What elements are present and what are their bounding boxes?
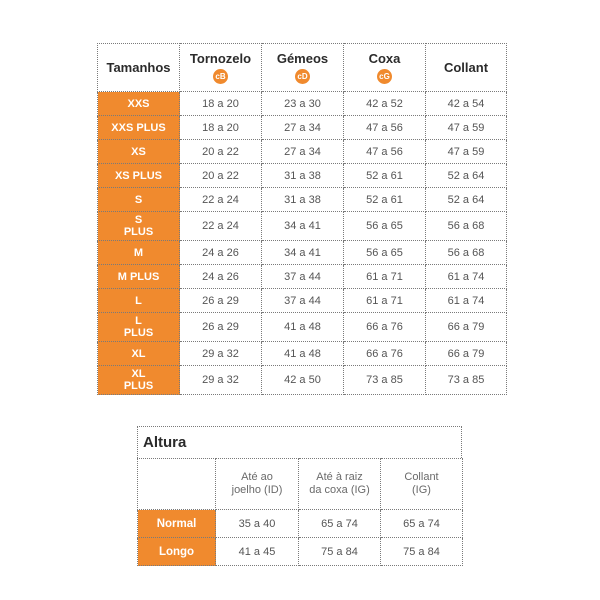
height-collant-cell: 65 a 74 [381,510,463,538]
size-label-text: XL [131,347,146,360]
height-header-empty [138,459,216,510]
calf-cell: 41 a 48 [262,342,344,366]
thigh-cell: 56 a 65 [344,212,426,241]
header-thigh-root-line1: Até à raiz [316,471,363,483]
size-chart-table [97,43,507,395]
size-label-text: XXS [127,97,150,110]
size-row [98,241,507,265]
size-row [98,265,507,289]
collant-cell: 56 a 68 [426,212,507,241]
thigh-cell: 52 a 61 [344,164,426,188]
height-row [138,510,463,538]
header-calf [262,44,344,92]
header-height-collant [381,459,463,510]
size-row [98,342,507,366]
ankle-cell: 29 a 32 [180,366,262,395]
thigh-cell: 73 a 85 [344,366,426,395]
collant-cell: 47 a 59 [426,140,507,164]
size-label-text: XL [131,368,146,380]
height-title: Altura [137,426,462,458]
size-label [98,313,180,342]
size-chart-header-row [98,44,507,92]
header-knee-line2: joelho (ID) [231,484,283,496]
header-thigh-root-line2: da coxa (IG) [309,484,370,496]
size-label [98,241,180,265]
size-label-text: XS [131,145,146,158]
thigh-cell: 66 a 76 [344,313,426,342]
collant-cell: 56 a 68 [426,241,507,265]
calf-cell: 34 a 41 [262,241,344,265]
size-row [98,92,507,116]
thigh-cell: 47 a 56 [344,116,426,140]
header-height-collant-line2: (IG) [412,484,431,496]
calf-cell: 34 a 41 [262,212,344,241]
size-row [98,164,507,188]
ankle-cell: 24 a 26 [180,241,262,265]
size-label-suffix: PLUS [123,226,154,238]
height-chart-table [137,458,463,566]
ankle-cell: 22 a 24 [180,188,262,212]
size-label [98,164,180,188]
calf-cell: 31 a 38 [262,188,344,212]
thigh-cell: 61 a 71 [344,265,426,289]
header-ankle [180,44,262,92]
size-label [98,366,180,395]
size-label [98,92,180,116]
height-knee-cell: 35 a 40 [216,510,299,538]
thigh-cell: 52 a 61 [344,188,426,212]
height-knee-cell: 41 a 45 [216,538,299,566]
calf-cell: 27 a 34 [262,140,344,164]
calf-cell: 41 a 48 [262,313,344,342]
size-label-suffix: PLUS [123,327,154,339]
header-height-collant-line1: Collant [404,471,439,483]
height-chart [137,426,462,566]
thigh-cell: 56 a 65 [344,241,426,265]
ankle-cell: 18 a 20 [180,116,262,140]
size-label-text: S [134,193,143,206]
size-label-text: XS PLUS [114,169,163,182]
size-row [98,140,507,164]
header-calf-label: Gémeos [276,50,329,66]
size-row [98,289,507,313]
calf-cell: 37 a 44 [262,289,344,313]
size-label [98,265,180,289]
header-thigh [344,44,426,92]
size-label [98,140,180,164]
collant-cell: 42 a 54 [426,92,507,116]
height-thigh-cell: 75 a 84 [299,538,381,566]
ankle-cell: 26 a 29 [180,313,262,342]
calf-cell: 42 a 50 [262,366,344,395]
header-ankle-label: Tornozelo [189,50,252,66]
height-header-row [138,459,463,510]
size-row [98,366,507,395]
height-thigh-cell: 65 a 74 [299,510,381,538]
size-row [98,313,507,342]
header-knee [216,459,299,510]
calf-cell: 27 a 34 [262,116,344,140]
header-sizes: Tamanhos [98,44,180,92]
size-label-text: L [135,294,142,307]
header-knee-line1: Até ao [241,471,273,483]
thigh-badge: cG [377,69,392,84]
thigh-cell: 47 a 56 [344,140,426,164]
height-collant-cell: 75 a 84 [381,538,463,566]
size-label [98,188,180,212]
size-row [98,188,507,212]
size-label-text: L [135,315,142,327]
ankle-cell: 29 a 32 [180,342,262,366]
ankle-cell: 26 a 29 [180,289,262,313]
collant-cell: 61 a 74 [426,289,507,313]
height-label: Longo [138,538,216,566]
size-row [98,212,507,241]
size-label-text: M PLUS [117,270,160,283]
collant-cell: 61 a 74 [426,265,507,289]
calf-badge: cD [295,69,310,84]
collant-cell: 52 a 64 [426,188,507,212]
header-collant: Collant [426,44,507,92]
collant-cell: 66 a 79 [426,342,507,366]
header-thigh-label: Coxa [368,50,401,66]
size-label [98,289,180,313]
collant-cell: 66 a 79 [426,313,507,342]
ankle-cell: 20 a 22 [180,164,262,188]
thigh-cell: 42 a 52 [344,92,426,116]
ankle-cell: 18 a 20 [180,92,262,116]
collant-cell: 52 a 64 [426,164,507,188]
thigh-cell: 61 a 71 [344,289,426,313]
size-label [98,116,180,140]
calf-cell: 31 a 38 [262,164,344,188]
ankle-cell: 22 a 24 [180,212,262,241]
size-label-suffix: PLUS [123,380,154,392]
calf-cell: 23 a 30 [262,92,344,116]
size-label [98,212,180,241]
ankle-badge: cB [213,69,228,84]
height-label: Normal [138,510,216,538]
height-row [138,538,463,566]
header-thigh-root [299,459,381,510]
collant-cell: 47 a 59 [426,116,507,140]
thigh-cell: 66 a 76 [344,342,426,366]
size-row [98,116,507,140]
size-label-text: M [133,246,144,259]
collant-cell: 73 a 85 [426,366,507,395]
calf-cell: 37 a 44 [262,265,344,289]
size-label-text: XXS PLUS [111,121,166,134]
ankle-cell: 20 a 22 [180,140,262,164]
size-label-text: S [134,214,143,226]
ankle-cell: 24 a 26 [180,265,262,289]
size-label [98,342,180,366]
